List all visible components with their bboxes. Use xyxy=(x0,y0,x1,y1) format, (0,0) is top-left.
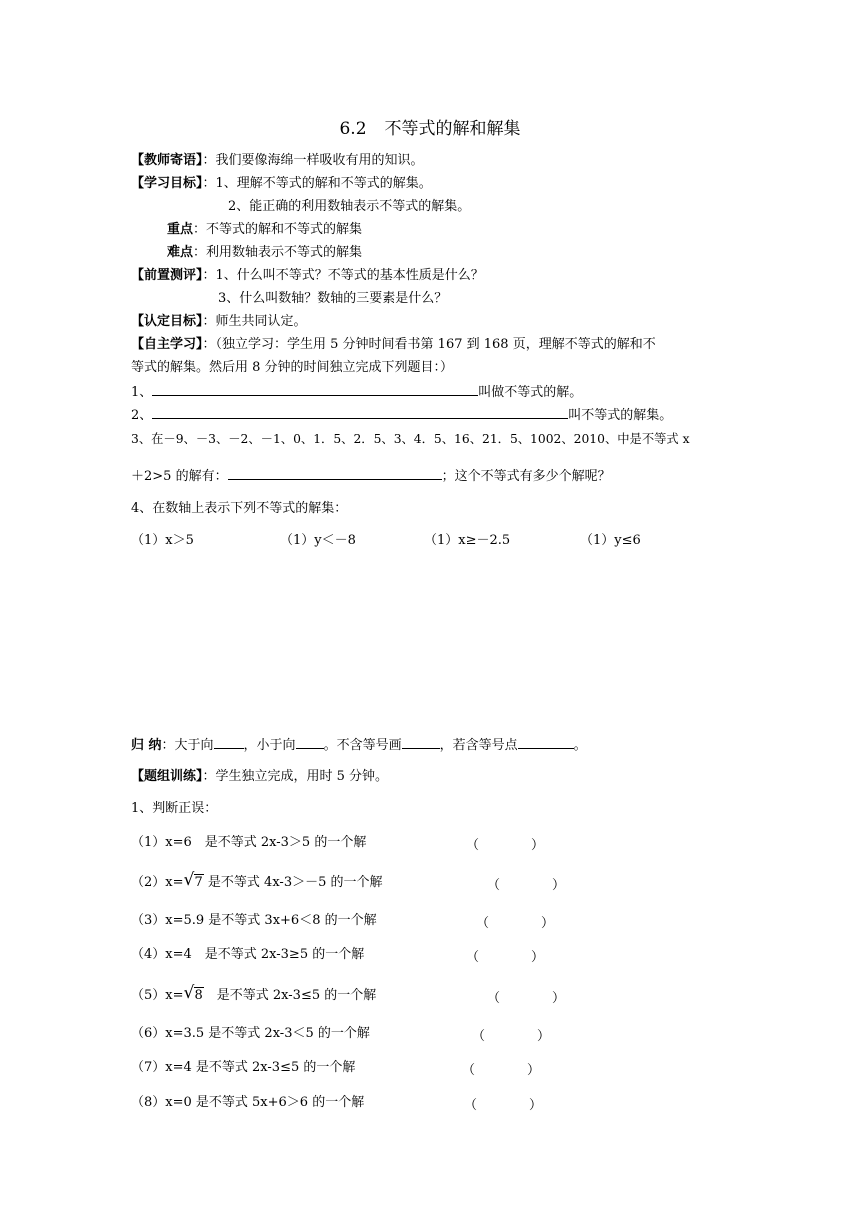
summary-blank-1[interactable] xyxy=(214,735,244,749)
judge-answer-5[interactable]: （ ） xyxy=(487,991,566,1006)
teacher-message-text: ：我们要像海绵一样吸收有用的知识。 xyxy=(202,153,424,168)
sqrt-7: √ 7 xyxy=(183,870,203,890)
judge-item-2-pre: （2）x= xyxy=(131,875,184,890)
question-2-text: 叫不等式的解集。 xyxy=(568,408,673,423)
sqrt-7-radicand: 7 xyxy=(194,875,203,890)
page-title xyxy=(0,118,860,140)
summary-label: 归 纳 xyxy=(131,738,162,753)
judge-item-5-pre: （5）x= xyxy=(131,988,184,1003)
pretest-item-3: 3、什么叫数轴？数轴的三要素是什么？ xyxy=(218,291,448,306)
judge-answer-2[interactable]: （ ） xyxy=(487,878,566,893)
judge-answer-3[interactable]: （ ） xyxy=(476,916,555,931)
judge-item-3: （3）x=5.9 是不等式 3x+6＜8 的一个解 xyxy=(131,913,377,928)
judge-answer-6[interactable]: （ ） xyxy=(472,1029,551,1044)
drill xyxy=(131,768,388,786)
question-1-text: 叫做不等式的解。 xyxy=(478,385,583,400)
teacher-message xyxy=(131,152,424,170)
summary-blank-4[interactable] xyxy=(518,735,574,749)
learning-goals xyxy=(131,175,432,193)
learning-goal-2: 2、能正确的利用数轴表示不等式的解集。 xyxy=(228,199,471,214)
q4-item-2: （1）y＜－8 xyxy=(280,533,356,548)
summary-text-1: ：大于向 xyxy=(161,738,214,753)
summary xyxy=(131,735,587,755)
judge-answer-4[interactable]: （ ） xyxy=(466,950,545,965)
difficult-point-label: 难点 xyxy=(167,245,194,260)
title-number: 6.2 xyxy=(339,119,367,139)
summary-blank-3[interactable] xyxy=(402,735,440,749)
question-2-blank[interactable] xyxy=(152,405,568,419)
question-1-number: 1、 xyxy=(131,385,153,400)
judge-answer-8[interactable]: （ ） xyxy=(464,1098,543,1113)
confirm-goal-label: 【认定目标】 xyxy=(131,314,203,329)
title-text: 不等式的解和解集 xyxy=(384,119,521,139)
summary-blank-2[interactable] xyxy=(296,735,324,749)
key-point xyxy=(167,221,362,239)
learning-goal-1: ：1、理解不等式的解和不等式的解集。 xyxy=(202,176,432,191)
pretest xyxy=(131,267,484,285)
judge-item-5-post: 是不等式 2x-3≤5 的一个解 xyxy=(203,988,377,1003)
judge-item-7: （7）x=4 是不等式 2x-3≤5 的一个解 xyxy=(131,1060,356,1075)
judge-item-2 xyxy=(131,870,383,892)
judge-answer-7[interactable]: （ ） xyxy=(462,1063,541,1078)
pretest-label: 【前置测评】 xyxy=(131,268,203,283)
confirm-goal-text: ：师生共同认定。 xyxy=(202,314,307,329)
question-3-line-2 xyxy=(131,466,611,486)
self-study xyxy=(131,336,656,354)
pretest-item-1: ：1、什么叫不等式？不等式的基本性质是什么？ xyxy=(202,268,484,283)
learning-goals-label: 【学习目标】 xyxy=(131,176,203,191)
self-study-line-2: 等式的解集。然后用 8 分钟的时间独立完成下列题目：） xyxy=(131,360,454,375)
key-point-text: ：不等式的解和不等式的解集 xyxy=(193,222,363,237)
key-point-label: 重点 xyxy=(167,222,194,237)
summary-text-2: ，小于向 xyxy=(243,738,296,753)
drill-label: 【题组训练】 xyxy=(131,769,203,784)
judge-item-5 xyxy=(131,983,377,1005)
judge-item-8: （8）x=0 是不等式 5x+6＞6 的一个解 xyxy=(131,1095,365,1110)
question-2-number: 2、 xyxy=(131,408,153,423)
question-3-prefix: ＋2>5 的解有： xyxy=(131,469,228,484)
question-3-line-1: 3、在－9、－3、－2、－1、0、1．5、2．5、3、4．5、16、21．5、1002、2010、中是不等式 x xyxy=(131,432,690,446)
judge-title: 1、判断正误： xyxy=(131,801,218,816)
judge-answer-1[interactable]: （ ） xyxy=(466,838,545,853)
question-1-blank[interactable] xyxy=(152,382,478,396)
judge-item-6: （6）x=3.5 是不等式 2x-3＜5 的一个解 xyxy=(131,1026,370,1041)
self-study-line-1: ：（独立学习：学生用 5 分钟时间看书第 167 到 168 页，理解不等式的解和不 xyxy=(202,337,656,352)
question-4: 4、在数轴上表示下列不等式的解集： xyxy=(131,501,348,516)
question-3-blank[interactable] xyxy=(228,466,442,480)
judge-item-2-post: 是不等式 4x-3＞－5 的一个解 xyxy=(203,875,383,890)
q4-item-1: （1）x＞5 xyxy=(131,533,194,548)
question-2 xyxy=(131,405,672,425)
difficult-point xyxy=(167,244,362,262)
judge-item-1: （1）x=6 是不等式 2x-3＞5 的一个解 xyxy=(131,835,367,850)
drill-text: ：学生独立完成，用时 5 分钟。 xyxy=(202,769,389,784)
sqrt-8: √ 8 xyxy=(183,983,203,1003)
summary-text-5: 。 xyxy=(573,738,587,753)
question-3-suffix: ；这个不等式有多少个解呢？ xyxy=(441,469,611,484)
sqrt-8-radicand: 8 xyxy=(194,988,203,1003)
difficult-point-text: ：利用数轴表示不等式的解集 xyxy=(193,245,363,260)
self-study-label: 【自主学习】 xyxy=(131,337,203,352)
q4-item-3: （1）x≥－2.5 xyxy=(424,533,511,548)
question-1 xyxy=(131,382,582,402)
confirm-goal xyxy=(131,313,307,331)
teacher-message-label: 【教师寄语】 xyxy=(131,153,203,168)
summary-text-4: ，若含等号点 xyxy=(439,738,518,753)
q4-item-4: （1）y≤6 xyxy=(580,533,641,548)
judge-item-4: （4）x=4 是不等式 2x-3≥5 的一个解 xyxy=(131,947,365,962)
summary-text-3: 。不含等号画 xyxy=(323,738,402,753)
